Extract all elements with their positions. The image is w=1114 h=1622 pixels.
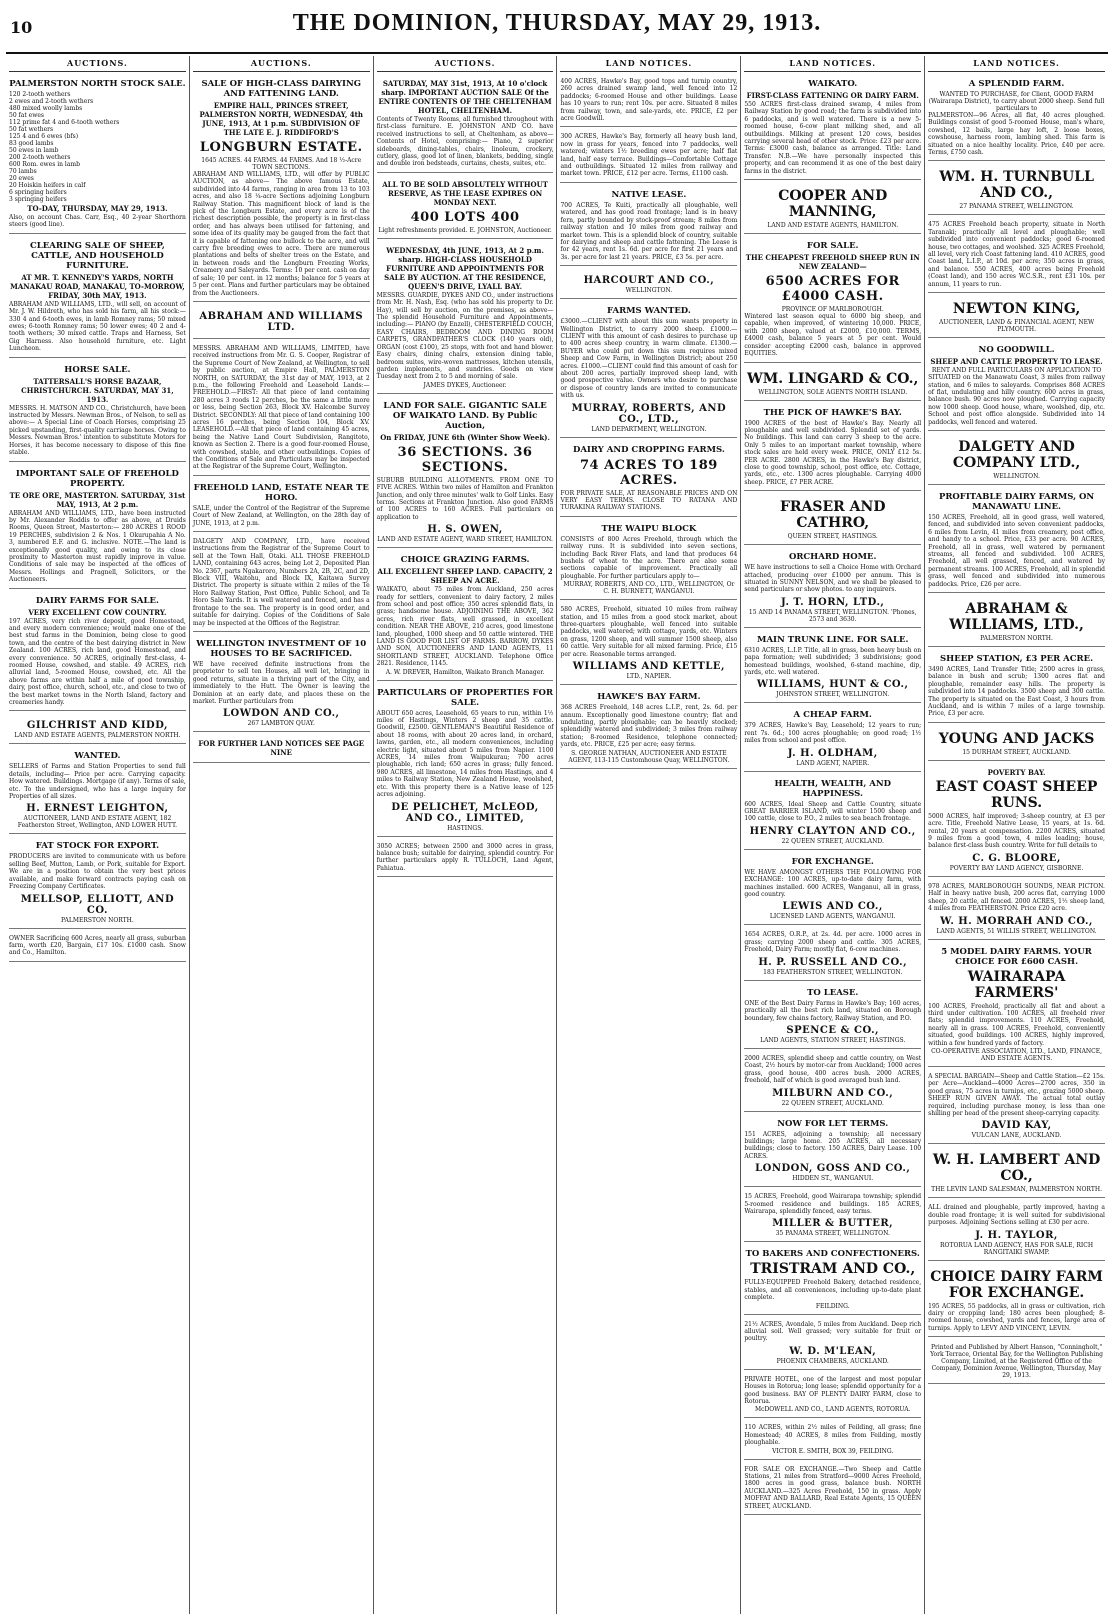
advertisement bbox=[193, 479, 370, 532]
advertiser-address: AUCTIONEER, LAND AND ESTATE AGENT, 182 Featherston Street, Wellington, AND LOWER HUTT. bbox=[17, 815, 178, 830]
advertisement bbox=[928, 75, 1105, 161]
advertisement bbox=[9, 237, 186, 358]
ad-body: 151 ACRES, adjoining a township; all necessary buildings; large home. 205 ACRES, all necessary buildings; close to factory. 150 ACRES, Dairy Lease. 100 ACRES. bbox=[744, 1130, 922, 1160]
advertiser-name: EAST COAST SHEEP RUNS. bbox=[935, 778, 1098, 811]
advertisement bbox=[744, 366, 921, 401]
advertisement bbox=[560, 130, 737, 182]
advertisement bbox=[744, 1052, 921, 1112]
ad-note: 1645 ACRES. 44 FARMS. 44 FARMS. And 18 ½-Acre TOWN SECTIONS. bbox=[201, 157, 362, 171]
advertiser-address: LTD., NAPIER. bbox=[626, 673, 672, 681]
advertisement bbox=[193, 535, 370, 632]
stock-list-item: 3 springing heifers bbox=[9, 196, 67, 203]
ad-title: THE PICK OF HAWKE'S BAY. bbox=[763, 407, 902, 418]
ad-title: TO BAKERS AND CONFECTIONERS. bbox=[745, 1249, 920, 1260]
newspaper-columns bbox=[6, 56, 1108, 1614]
ad-title: PARTICULARS OF PROPERTIES FOR SALE. bbox=[377, 687, 554, 708]
advertiser-address: POVERTY BAY LAND AGENCY, GISBORNE. bbox=[949, 864, 1084, 872]
advertisement bbox=[928, 596, 1105, 647]
advertisement bbox=[744, 1463, 921, 1515]
ad-title: THE WAIPU BLOCK bbox=[601, 523, 697, 534]
ad-body: PRIVATE HOTEL, one of the largest and most popular Houses in Rotorua; long lease; splendid opportunity for a good business. BAY OF PLENTY DAIRY FARM, close to Rotorua. bbox=[744, 1375, 922, 1406]
ad-subtitle: WEDNESDAY, 4th JUNE, 1913, At 2 p.m. sharp. HIGH-CLASS HOUSEHOLD FURNITURE AND APPOINTMENTS FOR SALE BY AUCTION. AT THE RESIDENCE, QUEEN'S DRIVE, LYALL BAY. bbox=[384, 245, 546, 291]
column-1 bbox=[6, 56, 190, 1614]
advertiser-address: LAND AGENTS, STATION STREET, HASTINGS. bbox=[760, 1036, 906, 1044]
ad-title: WELLINGTON INVESTMENT OF 10 HOUSES TO BE SACRIFICED. bbox=[196, 638, 367, 659]
ad-subtitle: AT MR. T. KENNEDY'S YARDS, NORTH MANAKAU ROAD, MANAKAU, TO-MORROW, FRIDAY, 30th MAY, 1913. bbox=[10, 272, 185, 300]
ad-body: 110 ACRES, within 2½ miles of Feilding, all grass; fine Homestead; 40 ACRES, 8 miles from Feilding, mostly ploughable. bbox=[744, 1424, 922, 1447]
advertiser-name: WAIRARAPA FARMERS' bbox=[967, 968, 1066, 1001]
ad-title: ORCHARD HOME. bbox=[788, 552, 877, 563]
advertisement bbox=[928, 943, 1105, 1067]
advertiser-name: HARCOURT AND CO., bbox=[583, 275, 715, 287]
ad-headline: 74 ACRES TO 189 ACRES. bbox=[579, 457, 718, 488]
advertiser-address: 267 LAMBTON QUAY. bbox=[247, 720, 315, 728]
advertiser-address: WELLINGTON, SOLE AGENTS NORTH ISLAND. bbox=[758, 388, 908, 396]
ad-body: MESSRS. H. MATSON AND CO., Christchurch, have been instructed by Messrs. Newman Bros., of Nelson, to sell as above:— A Special Line of Coach Horses, comprising 25 picked upstanding, first-quality carriage horses. Owing to Messrs. Newman Bros.' intention to substitute Motors for Horses, it has become necessary to dispose of this fine stable. bbox=[9, 404, 186, 457]
column-4 bbox=[557, 56, 741, 1614]
ad-note: Printed and Published by Albert Hanson, "Conningholt," York Terrace, Oriental Bay, for the Wellington Publishing Company, Limited, at the Registered Office of the Company, Dominion Avenue, Wellington, Thursday, May 29, 1913. bbox=[930, 1344, 1103, 1380]
ad-title: NOW FOR LET TERMS. bbox=[777, 1118, 889, 1129]
advertisement bbox=[928, 164, 1105, 215]
advertisement bbox=[193, 735, 370, 763]
advertiser-address: JOHNSTON STREET, WELLINGTON. bbox=[776, 691, 890, 699]
ad-title: NO GOODWILL. bbox=[978, 345, 1055, 356]
ad-body: ABRAHAM AND WILLIAMS, LTD., will sell, on account of Mr. J. W. Hildreth, who has sold his farm, all his stock:— 330 4 and 6-tooth ewes, in lamb Romney rams; 50 mixed ewes; 6-tooth Romney rams; 50 lower ewes; 40 2 and 4-tooth wethers; 30 mixed cattle. Traps and Harness, Set Gig Harness. Also household furniture, etc. Light Luncheon. bbox=[9, 300, 186, 353]
advertiser-address: HIDDEN ST., WANGANUI. bbox=[792, 1175, 874, 1183]
advertisement bbox=[744, 75, 921, 180]
ad-body: FOR PRIVATE SALE, AT REASONABLE PRICES AND ON VERY EASY TERMS. CLOSE TO RATANA AND TURAKINA RAILWAY STATIONS. bbox=[560, 489, 738, 512]
advertiser-name: GILCHRIST AND KIDD, bbox=[26, 720, 168, 732]
advertiser-name: CHOICE DAIRY FARM FOR EXCHANGE. bbox=[930, 1268, 1103, 1301]
ad-body: WE HAVE AMONGST OTHERS THE FOLLOWING FOR EXCHANGE: 100 ACRES, up-to-date dairy farm, with machines installed. 600 ACRES, Wanganui, all in grass, good country. bbox=[744, 868, 922, 899]
ad-body: 1654 ACRES, O.R.P., at 2s. 4d. per acre. 1000 acres in grass; carrying 2000 sheep and cattle. 305 ACRES, Freehold, Dairy Farm; mostly flat, 6-cow machines. bbox=[744, 931, 922, 954]
advertiser-name: WILLIAMS AND KETTLE, bbox=[572, 661, 725, 673]
advertisement bbox=[928, 1340, 1105, 1384]
advertiser-address: ROTORUA LAND AGENCY, HAS FOR SALE, RICH RANGITAIKI SWAMP. bbox=[940, 1241, 1094, 1256]
advertiser-address: LAND AND ESTATE AGENTS, PALMERSTON NORTH. bbox=[14, 732, 181, 740]
advertisement bbox=[9, 592, 186, 712]
advertiser-name: J. H. OLDHAM, bbox=[787, 747, 878, 759]
ad-body: 21½ ACRES, Avondale, 5 miles from Auckland. Deep rich alluvial soil. Well grassed; very suitable for fruit or poultry. bbox=[744, 1320, 922, 1343]
advertiser-address: THE LEVIN LAND SALESMAN, PALMERSTON NORTH. bbox=[931, 1186, 1102, 1194]
advertiser-name: SPENCE & CO., bbox=[786, 1024, 880, 1036]
advertisement bbox=[560, 441, 737, 517]
advertiser-address: S. GEORGE NATHAN, AUCTIONEER AND ESTATE AGENT, 113-115 Customhouse Quay, WELLINGTON. bbox=[568, 749, 730, 764]
advertisement bbox=[744, 928, 921, 980]
advertisement bbox=[377, 242, 554, 394]
advertiser-name: W. H. LAMBERT AND CO., bbox=[932, 1152, 1101, 1185]
advertiser-name: ABRAHAM AND WILLIAMS LTD. bbox=[199, 310, 364, 333]
advertiser-address: A. W. DREVER, Hamilton, Waikato Branch Manager. bbox=[385, 668, 545, 676]
ad-body: SELLERS of Farms and Station Properties to send full details, including— Price per acre. Carrying capacity. How watered. Buildings. Mortgage (if any). Terms of sale, etc. To the undersigned, who has a large inquiry for Properties of all sizes. bbox=[9, 763, 186, 801]
ad-body: 400 ACRES, Hawke's Bay, good tops and turnip country, 260 acres drained swamp land, well fenced into 12 paddocks; 6-roomed House and other buildings. Lease has 10 years to run; rent 10s. per acre. Situated 8 miles from railway, town, and sale-yards, etc. PRICE, £2 per acre Goodwill. bbox=[560, 78, 738, 123]
advertiser-address: PALMERSTON NORTH. bbox=[61, 916, 134, 924]
advertisement bbox=[744, 1190, 921, 1242]
stock-list-item: 20 ewes bbox=[9, 175, 34, 182]
ad-title: DAIRY FARMS FOR SALE. bbox=[35, 595, 159, 606]
advertiser-name: DE PELICHET, McLEOD, AND CO., LIMITED, bbox=[391, 801, 539, 824]
ad-body: 5000 ACRES, half improved; 3-sheep country, at £3 per acre. Title, Freehold Native Lease, 15 years, at 1s. 6d. rental, 20 years at compensation. 2200 ACRES, situated 9 miles from a good town, 4 miles leading; house, balance first-class bush country. Write for full details to bbox=[928, 812, 1105, 850]
ad-body: DALGETY AND COMPANY, LTD., have received instructions from the Registrar of the Supreme Court to sell at the Town Hall, Otaki. ALL THOSE FREEHOLD LAND, containing 643 acres, being Lot 2, Deposited Plan No. 2367, parts Ngakaroro, Numbers 2A, 2B, 2C, and 2D, Block VIII, Waitohu, and Block IX, Kaitawa Survey District. The property is situate within 2 miles of the Te Horo Railway Station, Post Office, Public School, and Te Horo Sale Yards. It is well watered and fenced, and has a frontage to the sea. The property is in good order, and suitable for dairying. Copies of the Conditions of Sale may be inspected at the Offices of the Registrar. bbox=[192, 538, 370, 627]
stock-list-item: 50 fat wethers bbox=[9, 126, 54, 133]
advertisement bbox=[9, 714, 186, 744]
advertisement bbox=[560, 302, 737, 437]
ad-headline: 6500 ACRES FOR £4000 CASH. bbox=[765, 274, 900, 305]
advertisement bbox=[928, 434, 1105, 485]
ad-title: FARMS WANTED. bbox=[606, 306, 691, 317]
stock-list-item: 125 4 and 6 ewes (bfs) bbox=[9, 133, 79, 140]
advertiser-name: W. H. MORRAH AND CO., bbox=[940, 915, 1093, 927]
advertisement bbox=[9, 465, 186, 589]
ad-body: A SPECIAL BARGAIN—Sheep and Cattle Station—£2 15s. per Acre—Auckland—4000 Acres—2700 acres, 350 in good grass, 75 acres in turnips, etc., grazing 5000 sheep. SHEEP RUN GIVEN AWAY. The actual total outlay required, including purchase money, is less than one shilling per head of the present sheep-carrying capacity. bbox=[928, 1072, 1105, 1117]
ad-body: WAIKATO, about 75 miles from Auckland, 250 acres ready for settlers, convenient to dairy factory, 2 miles from school and post office; 350 acres splendid flats, in grass; handsome house. ADJOINING THE ABOVE, 362 acres, rich river flats, well grassed, in excellent condition. NEAR THE ABOVE, 210 acres, good limestone land, ploughed, 1000 sheep and 50 cattle wintered. THE LAND IS GOOD FOR LIST OF FARMS. BARROW, DYKES AND SON, AUCTIONEERS AND LAND AGENTS, 11 SHORTLAND STREET, AUCKLAND. Telephone Office 2821. Residence, 1145. bbox=[376, 586, 554, 668]
ad-title: A SPLENDID FARM. bbox=[968, 79, 1065, 89]
advertisement bbox=[193, 635, 370, 732]
advertisement bbox=[928, 218, 1105, 293]
ad-note: PROVINCE OF MARLBOROUGH. bbox=[781, 306, 884, 314]
advertiser-address: MURRAY, ROBERTS, AND CO., LTD., WELLINGTON, Or C. H. BURNETT, WANGANUI. bbox=[563, 581, 735, 596]
advertisement bbox=[744, 984, 921, 1049]
ad-title: HEALTH, WEALTH, AND HAPPINESS. bbox=[774, 778, 892, 799]
advertisement bbox=[560, 603, 737, 685]
advertisement bbox=[560, 75, 737, 127]
ad-body: SITUATED on the Manawatu Coast, 3 miles from railway station, and 6 miles to saleyards. Comprises 868 ACRES of flat, undulating and hilly country. 600 acres in grass, balance bush. 90 acres now ploughed. Carrying capacity now 1000 sheep. Good house, whare, woolshed, dip, etc. School and post office alongside. Subdivided into 14 paddocks, well fenced and watered. bbox=[928, 374, 1105, 426]
advertiser-address: LAND DEPARTMENT, WELLINGTON. bbox=[591, 425, 707, 433]
advertiser-address: 27 PANAMA STREET, WELLINGTON. bbox=[959, 203, 1074, 211]
ad-body: Wintered last season equal to 6000 big sheep, and capable, when improved, of wintering 10,000. PRICE, with 2000 sheep, valued at £2000, £10,000. TERMS, £4000 cash, balance 5 years at 5 per cent. Would consider accepting £2000 cash, balance in approved EQUITIES. bbox=[744, 313, 922, 358]
advertisement bbox=[744, 1245, 921, 1314]
advertiser-name: HENRY CLAYTON AND CO., bbox=[749, 825, 916, 837]
advertiser-name: MILLER & BUTTER, bbox=[772, 1218, 894, 1230]
advertisement bbox=[928, 1264, 1105, 1338]
ad-body: 6310 ACRES, L.I.P. Title, all in grass, been heavy bush on papa formation; well subdivided; 3 subdivisions; good homestead buildings, woolshed, 6-stand machine, dip, yards, etc. well watered. bbox=[744, 646, 922, 676]
advertiser-address: McDOWELL AND CO., LAND AGENTS, ROTORUA. bbox=[754, 1406, 911, 1414]
ad-title: 5 MODEL DAIRY FARMS. YOUR CHOICE FOR £600 CASH. bbox=[941, 946, 1092, 967]
column-6 bbox=[925, 56, 1108, 1614]
advertiser-name: ABRAHAM & WILLIAMS, LTD., bbox=[949, 601, 1084, 633]
ad-body: 475 ACRES Freehold beach property, situate in North Taranaki; practically all level and ploughable; well subdivided into convenient paddocks; good 6-roomed house, two cottages, and woolshed. 325 ACRES Freehold, all level, very rich Coast fattening land. 410 ACRES, good Coast land, L.I.P., at 10d. per acre; 350 acres in grass, and balance. 550 ACRES, 400 acres being Freehold (Coast land), and 150 acres W.C.S.R., rent £31 10s. per annum, 11 years to run. bbox=[928, 221, 1105, 288]
advertisement bbox=[928, 1147, 1105, 1198]
advertiser-name: H. P. RUSSELL AND CO., bbox=[758, 956, 908, 968]
advertiser-name: MURRAY, ROBERTS, AND CO., LTD., bbox=[571, 402, 727, 425]
ad-title: FAT STOCK FOR EXPORT. bbox=[35, 841, 160, 852]
advertisement bbox=[744, 1421, 921, 1459]
advertisement bbox=[744, 853, 921, 926]
column-heading: AUCTIONS. bbox=[377, 56, 554, 72]
stock-list-item: 20 Hoiskin heifers in calf bbox=[9, 182, 86, 189]
advertisement bbox=[928, 341, 1105, 431]
advertisement bbox=[9, 932, 186, 962]
advertisement bbox=[744, 1373, 921, 1419]
ad-body: 600 ACRES, Ideal Sheep and Cattle Country, situate GREAT BARRIER ISLAND, will winter 1500 sheep and 100 cattle, close to P.O., 2 miles to sea beach frontage. bbox=[744, 800, 922, 823]
advertiser-name: NEWTON KING, bbox=[952, 301, 1081, 318]
ad-title: FREEHOLD LAND, ESTATE NEAR TE HORO. bbox=[193, 482, 369, 503]
ad-headline: LONGBURN ESTATE. bbox=[199, 140, 363, 155]
column-3 bbox=[374, 56, 558, 1614]
advertiser-address: 22 QUEEN STREET, AUCKLAND. bbox=[781, 837, 884, 845]
masthead bbox=[6, 0, 1108, 54]
ad-body: FULLY-EQUIPPED Freehold Bakery, detached residence, stables, and all conveniences, including up-to-date plant complete. bbox=[744, 1279, 922, 1302]
ad-title: A CHEAP FARM. bbox=[793, 710, 872, 721]
ad-body: 580 ACRES, Freehold, situated 10 miles from railway station, and 15 miles from a good stock market, about three-quarters ploughable, well fenced into suitable paddocks, well watered; with cottage, yards, etc. Winters on grass, 1200 sheep, and will summer 1500 sheep, also 60 cattle. Very suitable for all mixed farming. Price, £15 per acre. Reasonable terms arranged. bbox=[560, 606, 738, 658]
ad-body: 100 ACRES, Freehold, practically all flat and about a third under cultivation. 100 ACRES, all freehold river flats; splendid improvements. 110 ACRES, Freehold, nearly all in grass. 100 ACRES, Freehold, conveniently situated, good buildings. 100 ACRES, highly improved, within a few hundred yards of factory. bbox=[928, 1002, 1105, 1047]
ad-body: MESSRS. ABRAHAM AND WILLIAMS, LIMITED, have received instructions from Mr. G. S. Cooper, Registrar of the Supreme Court of New Zealand, at Wellington, to sell by public auction, at Empire Hall, PALMERSTON NORTH, on SATURDAY, the 31st day of MAY, 1913, at 2 p.m., the following Freehold and Leasehold Lands:— FREEHOLD.—FIRST: All that piece of land containing 280 acres 3 roods 12 perches, be the same a little more or less, being Section 263, Block XV. Halcombe Survey District. SECONDLY: All that piece of land containing 100 acres 16 perches, being Section 104, Block XV. LEASEHOLD.—All that piece of land containing 45 acres, being the Native Land Court Subdivision, Rangitoto, known as Section 2. There is a good four-roomed House, with cowshed, stable, and other outbuildings. Copies of the Conditions of Sale and Particulars may be inspected at the Registrar of the Supreme Court, Wellington. bbox=[192, 344, 370, 471]
advertisement bbox=[744, 706, 921, 771]
advertiser-address: HASTINGS. bbox=[447, 824, 484, 832]
stock-list-item: 112 prime fat 4 and 6-tooth wethers bbox=[9, 119, 120, 126]
ad-body: OWNER Sacrificing 600 Acres, nearly all grass, suburban farm, worth £20, Bargain, £17 10s. £1000 cash. Snow and Co., Hamilton. bbox=[9, 934, 186, 957]
advertiser-address: 183 FEATHERSTON STREET, WELLINGTON. bbox=[763, 968, 903, 976]
stock-list-item: 120 2-tooth wethers bbox=[9, 91, 71, 98]
ad-title: FOR SALE. bbox=[806, 241, 859, 252]
ad-title: SHEEP STATION, £3 PER ACRE. bbox=[940, 654, 1094, 664]
ad-body: 3490 ACRES, Land Transfer Title; 2500 acres in grass, balance in bush and scrub; 1300 acres flat and ploughable, remainder easy hills. The property is subdivided into 14 paddocks. 3500 sheep and 300 cattle. The property is situated on the East Coast, 3 hours from Auckland, and is within 7 miles of a large township. Price, £3 per acre. bbox=[928, 666, 1105, 718]
advertisement bbox=[560, 520, 737, 600]
ad-title: IMPORTANT SALE OF FREEHOLD PROPERTY. bbox=[15, 468, 179, 489]
advertiser-name: COOPER AND MANNING, bbox=[778, 188, 888, 221]
advertiser-address: LAND AND ESTATE AGENT, WARD STREET, HAMILTON. bbox=[377, 536, 553, 544]
stock-list-item: 480 mixed woolly lambs bbox=[9, 105, 83, 112]
ad-title: CLEARING SALE OF SHEEP, CATTLE, AND HOUSEHOLD FURNITURE. bbox=[30, 240, 165, 271]
ad-title: TO LEASE. bbox=[807, 987, 859, 998]
advertiser-address: LICENSED LAND AGENTS, WANGANUI. bbox=[769, 913, 896, 921]
advertisement bbox=[9, 361, 186, 462]
ad-title: PALMERSTON NORTH STOCK SALE. bbox=[9, 79, 186, 89]
advertisement bbox=[377, 75, 554, 173]
ad-body: PALMERSTON—96 Acres, all flat, 40 acres ploughed. Buildings consist of good 5-roomed House, man's whare, cowshed, 12 bails, large hay loft, 2 loose boxes, cowshouse, harness room, lambing shed. This farm is situated on a nice healthy locality. Price, £40 per acre. Terms, £750 cash. bbox=[928, 112, 1105, 157]
stock-list-item: 600 Rom. ewes in lamb bbox=[9, 161, 80, 168]
ad-body: WE have instructions to sell a Choice Home with Orchard attached, producing over £1000 per annum. This is situated in SUNNY NELSON, and we shall be pleased to send particulars or show photos. to any inquirers. bbox=[744, 564, 922, 594]
ad-title: CHOICE GRAZING FARMS. bbox=[400, 555, 530, 566]
ad-body: SALE, under the Control of the Registrar of the Supreme Court of New Zealand, at Wellington, on the 28th day of JUNE, 1913, at 2 p.m. bbox=[192, 504, 370, 527]
advertiser-name: C. G. BLOORE, bbox=[972, 852, 1061, 864]
ad-title: HAWKE'S BAY FARM. bbox=[597, 692, 701, 703]
advertiser-address: 22 QUEEN STREET, AUCKLAND. bbox=[781, 1099, 884, 1107]
column-heading: LAND NOTICES. bbox=[744, 56, 921, 72]
page-number: 10 bbox=[10, 18, 33, 37]
advertiser-name: WM. LINGARD & CO., bbox=[747, 370, 919, 387]
advertiser-address: LAND AGENTS, 51 WILLIS STREET, WELLINGTON. bbox=[936, 927, 1097, 935]
advertisement bbox=[744, 404, 921, 492]
advertiser-name: H. ERNEST LEIGHTON, bbox=[26, 803, 169, 815]
advertiser-name: WILLIAMS, HUNT & CO., bbox=[756, 679, 909, 691]
advertiser-address: 35 PANAMA STREET, WELLINGTON. bbox=[775, 1230, 890, 1238]
advertiser-name: LONDON, GOSS AND CO., bbox=[755, 1163, 911, 1175]
advertiser-address: 15 DURHAM STREET, AUCKLAND. bbox=[962, 748, 1071, 756]
advertiser-address: 15 AND 14 PANAMA STREET, WELLINGTON. 'Phones, 2573 and 3630. bbox=[748, 608, 917, 623]
ad-body: ABRAHAM AND WILLIAMS, LTD., have been instructed by Mr. Alexander Roddis to offer as above, at Druids Rooms, Queen Street, Masterton:— 280 ACRES 1 ROOD 19 PERCHES, subdivision 2 & Nos. 1 Okurupahia A No. 3, numbered E.F. and G. inclusive. NOTE.—The land is exceptionally good quality, and owing to its close proximity to Masterton must rapidly improve in value. Conditions of sale may be inspected at the offices of Messrs. Hollings and Pragnell, Solicitors, or the Auctioneers. bbox=[9, 509, 186, 584]
ad-note: Light refreshments provided. E. JOHNSTON, Auctioneer. bbox=[378, 226, 552, 234]
advertisement bbox=[928, 296, 1105, 338]
ad-title: HORSE SALE. bbox=[64, 364, 131, 375]
column-heading: AUCTIONS. bbox=[9, 56, 186, 72]
advertiser-name: J. H. TAYLOR, bbox=[975, 1229, 1058, 1241]
ad-note: RENT AND FULL PARTICULARS ON APPLICATION TO bbox=[931, 367, 1102, 375]
advertiser-name: DAVID KAY, bbox=[981, 1120, 1052, 1132]
advertisement bbox=[744, 631, 921, 704]
advertiser-name: DALGETY AND COMPANY LTD., bbox=[952, 438, 1081, 471]
ad-subtitle: VERY EXCELLENT COW COUNTRY. bbox=[28, 607, 167, 617]
newspaper-title: THE DOMINION, THURSDAY, MAY 29, 1913. bbox=[292, 10, 822, 36]
advertiser-name: YOUNG AND JACKS bbox=[938, 730, 1095, 747]
advertisement bbox=[560, 269, 737, 299]
ad-body: FOR SALE OR EXCHANGE.—Two Sheep and Cattle Stations, 21 miles from Stratford—9000 Acres Freehold, 1800 acres in good grass, balance bush. NORTH AUCKLAND.—325 Acres Freehold, 150 in grass. Apply MOFFAT AND BALLARD, Real Estate Agents, 15 QUEEN STREET, AUCKLAND. bbox=[744, 1465, 922, 1510]
advertisement bbox=[9, 75, 186, 234]
stock-list-item: 50 fat ewes bbox=[9, 112, 44, 119]
advertisement bbox=[928, 1201, 1105, 1260]
advertisement bbox=[193, 305, 370, 339]
advertiser-address: QUEEN STREET, HASTINGS. bbox=[787, 533, 878, 541]
advertiser-name: TRISTRAM AND CO., bbox=[750, 1261, 916, 1278]
ad-body: ONE of the Best Dairy Farms in Hawke's Bay; 160 acres, practically all the best rich land, situated on Borough boundary, few chains factory, Railway Station, and P.O. bbox=[744, 999, 922, 1022]
advertisement bbox=[9, 747, 186, 834]
ad-body: SUBURB BUILDING ALLOTMENTS. FROM ONE TO FIVE ACRES. Within two miles of Hamilton and Frankton Junction, and only three minutes' walk to Golf Links. Easy terms. Sections at Frankton Junction. Also good FARMS of 100 ACRES to 160 ACRES. Full particulars on application to bbox=[376, 476, 554, 521]
advertisement bbox=[193, 75, 370, 302]
column-heading: AUCTIONS. bbox=[193, 56, 370, 72]
ad-body: MESSRS. GUARDIE, DYKES AND CO., under instructions from Mr. H. Nash, Esq. (who has sold his property to Dr. Hay), will sell by auction, on the premises, as above— The splendid Household Furniture and Appointments, including:— PIANO (by Enzell), CHESTERFIELD COUCH, EASY CHAIRS, BEDROOM AND DINING ROOM CARPETS, GRANDFATHER'S CLOCK (140 years old), ORGAN (cost £100), 25 stops, with foot and hand blower. Easy chairs, dining chairs, extension dining table, bedroom suites, wire-woven mattresses, kitchen utensils, garden implements, and sundries. Goods on view Tuesday next from 2 to 5 and morning of sale. bbox=[376, 291, 554, 381]
advertisement bbox=[744, 1115, 921, 1188]
ad-headline: 36 SECTIONS. 36 SECTIONS. bbox=[397, 444, 533, 475]
advertiser-address: WELLINGTON. bbox=[993, 472, 1040, 480]
stock-list-item: 83 good lambs bbox=[9, 140, 54, 147]
advertiser-address: WELLINGTON. bbox=[625, 287, 673, 295]
advertisement bbox=[928, 1070, 1105, 1144]
advertisement bbox=[744, 183, 921, 234]
ad-body: Also, on account Chas. Carr, Esq., 40 2-year Shorthorn steers (good line). bbox=[9, 214, 186, 229]
column-5 bbox=[741, 56, 925, 1614]
ad-title: WAIKATO. bbox=[808, 79, 858, 89]
ad-body: 368 ACRES Freehold, 148 acres L.I.P., rent, 2s. 6d. per annum. Exceptionally good limestone country; flat and undulating, partly ploughable; can be heavily stocked; splendidly watered and subdivided; 3 miles from railway station; 8-roomed Residence, telephone connected; yards, etc. PRICE, £25 per acre; easy terms. bbox=[560, 704, 738, 749]
advertiser-name: FRASER AND CATHRO, bbox=[779, 499, 886, 532]
ad-subtitle: THE CHEAPEST FREEHOLD SHEEP RUN IN NEW ZEALAND— bbox=[745, 253, 920, 272]
ad-title: DAIRY AND CROPPING FARMS. bbox=[572, 444, 725, 455]
ad-body: WE have received definite instructions from the proprietor to sell ten Houses, all well let, bringing in good returns, situate in a thriving part of the City, and immediately to the Hutt. The Owner is leaving the Dominion at an early date, and places these on the market. Further particulars from bbox=[192, 660, 370, 705]
ad-subtitle: POVERTY BAY. bbox=[987, 767, 1046, 777]
ad-body: ABOUT 650 acres, Leasehold, 65 years to run, within 1½ miles of Hastings, Winters 2 sheep and 35 cattle. Goodwill, £2500. GENTLEMAN'S Beautiful Residence of about 18 rooms, with about 20 acres land, in orchard, lawns, garden, etc., all modern conveniences, including electric light, situated about 5 miles from Napier. 1100 ACRES, 14 miles from Waipukurau; 700 acres ploughable, rich land; 650 acres in grass; fully fenced. 980 ACRES, all limestone, 14 miles from Hastings, and 4 miles to Railway Station, New Zealand House, woolshed, etc. With this property there is a Native lease of 125 acres adjoining. bbox=[376, 709, 554, 799]
advertisement bbox=[744, 548, 921, 628]
ad-subtitle: FIRST-CLASS FATTENING OR DAIRY FARM. bbox=[746, 91, 919, 100]
advertisement bbox=[744, 775, 921, 850]
ad-body: 197 ACRES, very rich river deposit, good Homestead, and every modern convenience; would make one of the best stud farms in the Dominion, being close to good town, and the centre of the best dairying district in New Zealand. 100 ACRES, rich land, good Homestead, and every convenience. 50 ACRES, originally first-class, 4-roomed House, cowshed, and stable. 49 ACRES, rich alluvial land, 5-roomed House, cowshed, etc. All the above farms are within half a mile of good township, dairy, post office, church, school, etc., and close to two of the best market towns in the North Island, factory and creameries handy. bbox=[9, 617, 186, 707]
advertisement bbox=[377, 176, 554, 239]
ad-note: WANTED TO PURCHASE, for Client, GOOD FARM (Wairarapa District), to carry about 2000 sheep. Send full particulars to bbox=[928, 91, 1105, 112]
column-2 bbox=[190, 56, 374, 1614]
ad-subtitle: FOR FURTHER LAND NOTICES SEE PAGE NINE bbox=[198, 739, 365, 758]
ad-body: 300 ACRES, Hawke's Bay, formerly all heavy bush land, now in grass for years, fenced into 7 paddocks, well watered; winters 1½ breeding ewes per acre; half flat land, half easy terrace. Buildings—Comfortable Cottage and outbuildings. Situated 12 miles from railway and market town. PRICE, £12 per acre. Terms, £1100 cash. bbox=[560, 133, 738, 178]
advertisement bbox=[744, 1318, 921, 1370]
ad-body: 379 ACRES, Hawke's Bay, Leasehold; 12 years to run; rent 7s. 6d.; 100 acres ploughable; on good road; 1½ miles from school and post office. bbox=[744, 722, 922, 745]
ad-body: CONSISTS of 800 Acres Freehold, through which the railway runs. It is subdivided into seven sections, including Back River Flats, and land that produces 64 bushels of wheat to the acre. There are also some sections capable of improvement. Practically all ploughable. For further particulars apply to— bbox=[560, 535, 738, 580]
advertiser-address: VULCAN LANE, AUCKLAND. bbox=[971, 1132, 1062, 1140]
advertiser-name: H. S. OWEN, bbox=[427, 524, 503, 536]
ad-body: 3050 ACRES; between 2500 and 3000 acres in grass, balance bush; suitable for dairying, splendid country. For further particulars apply R. TULLOCH, Land Agent, Pahiatua. bbox=[376, 842, 554, 872]
ad-subtitle: SATURDAY, MAY 31st, 1913, At 10 o'clock sharp. IMPORTANT AUCTION SALE Of the ENTIRE CONTENTS OF THE CHELTENHAM HOTEL, CHELTENHAM. bbox=[378, 79, 552, 115]
ad-subtitle: SHEEP AND CATTLE PROPERTY TO LEASE. bbox=[930, 357, 1103, 367]
advertisement bbox=[377, 551, 554, 680]
ad-subtitle: ALL TO BE SOLD ABSOLUTELY WITHOUT RESERVE, AS THE LEASE EXPIRES ON MONDAY NEXT. bbox=[382, 179, 548, 207]
ad-body: 195 ACRES, 55 paddocks, all in grass or cultivation, rich dairy or cropping land; 180 acres been ploughed; 8-roomed house, cowshed, yards and fences, large area of turnips. Apply to LEVY AND VINCENT, LEVIN. bbox=[928, 1302, 1105, 1332]
stock-list-item: 2 ewes and 2-tooth wethers bbox=[9, 98, 94, 105]
advertisement bbox=[377, 840, 554, 878]
ad-body: ABRAHAM AND WILLIAMS, LTD., will offer by PUBLIC AUCTION, as above— The above famous Estate, subdivided into 44 farms, ranging in area from 13 to 103 acres, and also 18 ¼-acre Sections adjoining Longburn Railway Station. This magnificent block of land is the pick of the Longburn Estate, and every acre is of the richest description possible, the property is in first-class order, and has always been utilised for fattening, and some idea of its quality may be gauged from the fact that it is capable of fattening one bullock to the acre, and will carry five breeding ewes to acre. There are numerous plantations and belts of shelter trees on the Estate, and in between roads and the Longburn Freezing Works, Creamery and Saleyards. Terms: 10 per cent. cash on day of sale; 10 per cent. in 12 months; balance for 5 years at 5 per cent. Plans and further particulars may be obtained from the Auctioneers. bbox=[192, 171, 370, 297]
advertisement bbox=[377, 684, 554, 837]
advertisement bbox=[928, 488, 1105, 593]
advertiser-address: CO-OPERATIVE ASSOCIATION, LTD., LAND, FINANCE, AND ESTATE AGENTS. bbox=[931, 1047, 1103, 1062]
advertisement bbox=[928, 726, 1105, 761]
stock-list-item: 200 2-tooth wethers bbox=[9, 154, 71, 161]
advertiser-address: LAND AGENT, NAPIER. bbox=[796, 759, 870, 767]
ad-subtitle: ALL EXCELLENT SHEEP LAND. CAPACITY, 2 SHEEP AN ACRE. bbox=[377, 567, 553, 586]
advertisement bbox=[744, 237, 921, 362]
advertiser-address: VICTOR E. SMITH, BOX 39, FEILDING. bbox=[772, 1447, 894, 1455]
advertiser-name: MELLSOP, ELLIOTT, AND CO. bbox=[20, 893, 175, 916]
advertisement bbox=[560, 186, 737, 266]
ad-title: NATIVE LEASE. bbox=[611, 189, 687, 200]
ad-subtitle: TO-DAY, THURSDAY, MAY 29, 1913. bbox=[27, 204, 168, 213]
ad-subtitle: TATTERSALL'S HORSE BAZAAR, CHRISTCHURCH. SATURDAY, MAY 31, 1913. bbox=[21, 376, 174, 404]
ad-title: FOR EXCHANGE. bbox=[791, 856, 874, 867]
advertiser-name: WM. H. TURNBULL AND CO., bbox=[939, 169, 1094, 202]
column-heading: LAND NOTICES. bbox=[560, 56, 737, 72]
advertisement bbox=[193, 342, 370, 476]
ad-body: 150 ACRES, Freehold, all in good grass, well watered, fenced, and subdivided into seven convenient paddocks, 6 miles from Levin, 41 miles from creamery, post office, and handy to a school. Price, £33 per acre. 90 ACRES, Freehold, all in grass, well watered by permanent streams, all fenced and subdivided. 100 ACRES, Freehold, all well grassed, fenced, and watered by permanent streams. 100 ACRES, Freehold, all in splendid grass, well fenced and subdivided into numerous paddocks. Price, £26 per acre. bbox=[928, 513, 1105, 588]
advertisement bbox=[928, 764, 1105, 877]
advertiser-address: FEILDING. bbox=[815, 1302, 850, 1310]
advertisement bbox=[9, 837, 186, 928]
column-heading: LAND NOTICES. bbox=[928, 56, 1105, 72]
advertiser-address: JAMES DYKES, Auctioneer. bbox=[423, 381, 507, 389]
stock-list-item: 70 lambs bbox=[9, 168, 37, 175]
ad-title: MAIN TRUNK LINE. FOR SALE. bbox=[757, 634, 909, 645]
ad-subtitle: EMPIRE HALL, PRINCES STREET, PALMERSTON NORTH, WEDNESDAY, 4th JUNE, 1913, At 1 p.m. SUBDIVISION OF THE LATE E. J. RIDDIFORD'S bbox=[199, 101, 363, 137]
ad-title: LAND FOR SALE. GIGANTIC SALE OF WAIKATO LAND. By Public Auction, bbox=[383, 400, 547, 431]
advertiser-address: PHOENIX CHAMBERS, AUCKLAND. bbox=[776, 1357, 889, 1365]
advertiser-name: J. T. HORN, LTD., bbox=[781, 596, 885, 608]
advertisement bbox=[928, 880, 1105, 940]
ad-subtitle: TE ORE ORE, MASTERTON. SATURDAY, 31st MAY, 1913, At 2 p.m. bbox=[9, 490, 186, 509]
ad-body: PRODUCERS are invited to communicate with us before selling Beef, Mutton, Lamb, or Pork, suitable for Export. We are in a position to obtain the very best prices available, and make forward contracts paying cash on Freezing Company Certificates. bbox=[9, 853, 186, 891]
stock-list-item: 6 springing heifers bbox=[9, 189, 67, 196]
ad-subtitle: On FRIDAY, JUNE 6th (Winter Show Week). bbox=[380, 432, 550, 442]
ad-body: 700 ACRES, Te Kuiti, practically all ploughable, well watered, and has good road frontage; land is in heavy fern, partly bounded by stock-proof stream; 8 miles from railway station and 10 miles from good railway and market town. This is a splendid block of country, suitable for dairying and sheep and cattle fattening. The Lease is for 42 years, rent 1s. 6d. per acre for first 21 years and 3s. per acre for last 21 years. PRICE, £3 5s. per acre. bbox=[560, 201, 738, 261]
advertiser-address: PALMERSTON NORTH. bbox=[980, 635, 1053, 642]
ad-body: 550 ACRES first-class drained swamp, 4 miles from Railway Station by good road; the farm is subdivided into 6 paddocks, and is well watered. There is a new 5-roomed house, 6-cow plant milking shed, and all outbuildings. Milking at present 120 cows, besides carrying several head of other stock. Price: £23 per acre. Terms: £3000 cash, balance as arranged. Title: Land Transfer. N.B.—We have personally inspected this property, and can recommend it as one of the best dairy farms in the district. bbox=[744, 101, 922, 175]
ad-body: 2000 ACRES, splendid sheep and cattle country, on West Coast, 2½ hours by motor-car from Auckland; 1000 acres grass, good house, 400 acres bush. 2000 ACRES, freehold, half of which is good averaged bush land. bbox=[744, 1054, 922, 1085]
stock-list-item: 50 ewes in lamb bbox=[9, 147, 59, 154]
ad-title: PROFITABLE DAIRY FARMS, ON MANAWATU LINE. bbox=[938, 491, 1095, 512]
ad-body: Contents of Twenty Rooms, all furnished throughout with first-class furniture. E. JOHNSTON AND CO. have received instructions to sell, at Cheltenham, as above— Contents of Hotel, comprising:— Piano, 2 superior sideboards, dining-tables, chairs, linoleum, crockery, cutlery, glass, good lot of linen, blankets, bedding, single and double iron bedsteads, curtains, chests, suites, etc. bbox=[376, 116, 554, 168]
advertisement bbox=[928, 650, 1105, 723]
ad-body: 15 ACRES, Freehold, good Wairarapa township; splendid 5-roomed residence and buildings. 185 ACRES, Wairarapa, splendidly fenced, easy terms. bbox=[744, 1193, 922, 1215]
ad-headline: 400 LOTS 400 bbox=[410, 209, 520, 225]
advertisement bbox=[560, 688, 737, 768]
advertiser-name: LOWDON AND CO., bbox=[222, 708, 340, 720]
ad-body: 1900 ACRES of the best of Hawke's Bay. Nearly all ploughable and well subdivided. Splendid set of yards. No buildings. This land can carry 3 sheep to the acre. Only 5 miles to an important market township, where stock sales are held every week. PRICE, ONLY £12 5s. PER ACRE. 2800 ACRES, in the Hawke's Bay district, close to good township, school, post office, etc. Cottage, yards, etc., etc. 1300 acres ploughable. Carrying 4000 sheep. PRICE, £7 PER ACRE. bbox=[744, 419, 922, 486]
advertiser-name: MILBURN AND CO., bbox=[772, 1087, 894, 1099]
ad-title: WANTED. bbox=[74, 751, 121, 762]
ad-body: ALL drained and ploughable, partly improved, having a double road frontage; it is well suited for subdivisional purposes. Adjoining Sections selling at £30 per acre. bbox=[928, 1204, 1105, 1227]
ad-body: 978 ACRES, MARLBOROUGH SOUNDS, NEAR PICTON. Half in heavy native bush, 200 acres flat, carrying 1000 sheep, 20 cattle, all fenced. 2000 ACRES, 1½ sheep land, 4 miles from FEATHERSTON. Price £20 acre. bbox=[928, 882, 1105, 913]
ad-title: SALE OF HIGH-CLASS DAIRYING AND FATTENING LAND. bbox=[201, 79, 362, 99]
advertiser-address: AUCTIONEER, LAND & FINANCIAL AGENT, NEW PLYMOUTH. bbox=[938, 319, 1095, 334]
advertiser-address: LAND AND ESTATE AGENTS, HAMILTON. bbox=[767, 222, 899, 230]
advertisement bbox=[377, 397, 554, 548]
advertisement bbox=[744, 494, 921, 545]
advertiser-name: LEWIS AND CO., bbox=[782, 901, 883, 913]
ad-body: £3000.—CLIENT with about this sum wants property in Wellington District, to carry 2000 sheep. £1000.—CLIENT with this amount of cash desires to purchase up to 400 acres sheep country, in warm climate. £1300.—BUYER who could put down this sum requires mixed Sheep and Cow Farm, in Wellington District; about 250 acres. £1000.—CLIENT could find this amount of cash for about 200 acres, partially improved sheep land, with good prospective value. Owners who desire to purchase or dispose of country lands are invited to communicate with us. bbox=[560, 318, 738, 400]
advertiser-name: W. D. M'LEAN, bbox=[789, 1345, 877, 1357]
